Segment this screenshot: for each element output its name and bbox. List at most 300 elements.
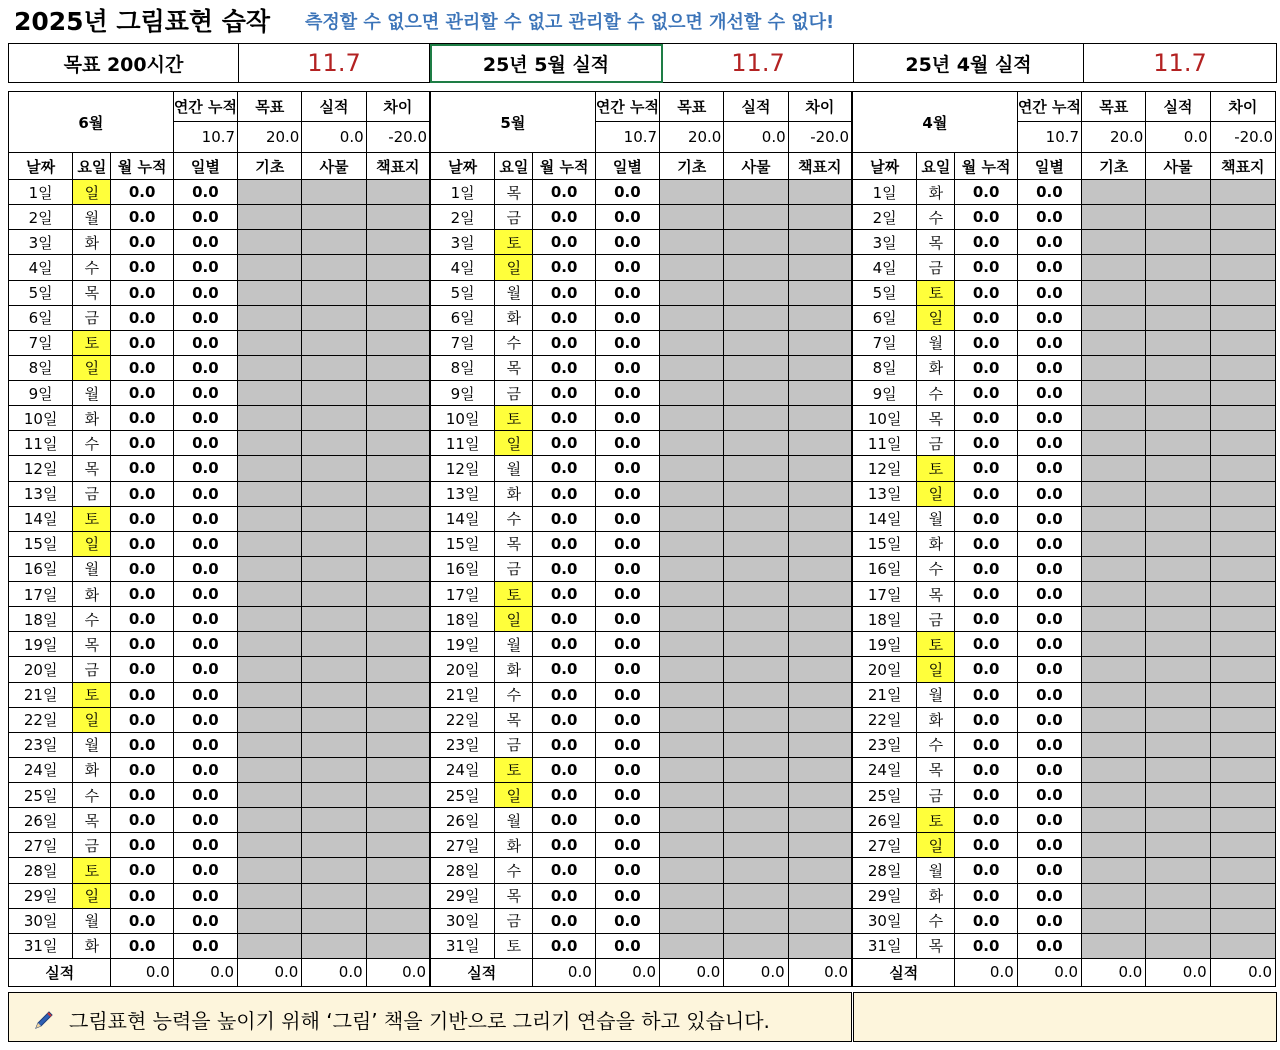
- bookcover-cell[interactable]: [788, 582, 851, 607]
- diff-value[interactable]: -20.0: [1210, 122, 1275, 153]
- basic-cell[interactable]: [1082, 707, 1146, 732]
- object-cell[interactable]: [302, 858, 366, 883]
- weekday-cell[interactable]: 월: [73, 556, 111, 581]
- bookcover-cell[interactable]: [1210, 833, 1275, 858]
- weekday-cell[interactable]: 목: [73, 632, 111, 657]
- weekday-cell[interactable]: 목: [495, 531, 533, 556]
- daily-cell[interactable]: 0.0: [173, 582, 237, 607]
- object-cell[interactable]: [724, 833, 788, 858]
- monthly-cumulative-cell[interactable]: 0.0: [533, 783, 595, 808]
- weekday-cell[interactable]: 금: [917, 255, 955, 280]
- total-value[interactable]: 0.0: [724, 958, 788, 986]
- basic-cell[interactable]: [660, 230, 724, 255]
- daily-cell[interactable]: 0.0: [595, 783, 659, 808]
- bookcover-cell[interactable]: [366, 230, 429, 255]
- monthly-cumulative-cell[interactable]: 0.0: [111, 531, 173, 556]
- monthly-cumulative-cell[interactable]: 0.0: [111, 682, 173, 707]
- total-value[interactable]: 0.0: [1082, 958, 1146, 986]
- daily-cell[interactable]: 0.0: [595, 858, 659, 883]
- object-cell[interactable]: [724, 933, 788, 958]
- weekday-cell[interactable]: 토: [495, 406, 533, 431]
- monthly-cumulative-cell[interactable]: 0.0: [955, 582, 1017, 607]
- date-cell[interactable]: 13일: [853, 481, 917, 506]
- date-cell[interactable]: 9일: [853, 381, 917, 406]
- diff-header[interactable]: 차이: [1210, 92, 1275, 122]
- weekday-cell[interactable]: 일: [495, 783, 533, 808]
- monthly-cumulative-cell[interactable]: 0.0: [111, 632, 173, 657]
- monthly-cumulative-cell[interactable]: 0.0: [111, 506, 173, 531]
- date-cell[interactable]: 28일: [9, 858, 73, 883]
- date-cell[interactable]: 20일: [431, 657, 495, 682]
- date-cell[interactable]: 20일: [853, 657, 917, 682]
- basic-cell[interactable]: [238, 330, 302, 355]
- daily-cell[interactable]: 0.0: [173, 531, 237, 556]
- monthly-cumulative-cell[interactable]: 0.0: [111, 707, 173, 732]
- date-cell[interactable]: 24일: [431, 757, 495, 782]
- actual-value[interactable]: 0.0: [302, 122, 366, 153]
- object-cell[interactable]: [302, 355, 366, 380]
- bookcover-cell[interactable]: [788, 808, 851, 833]
- monthly-cumulative-cell[interactable]: 0.0: [955, 506, 1017, 531]
- object-cell[interactable]: [1146, 757, 1210, 782]
- bookcover-cell[interactable]: [366, 481, 429, 506]
- object-cell[interactable]: [1146, 783, 1210, 808]
- daily-cell[interactable]: 0.0: [595, 933, 659, 958]
- object-cell[interactable]: [1146, 682, 1210, 707]
- weekday-cell[interactable]: 월: [73, 381, 111, 406]
- weekday-cell[interactable]: 일: [917, 833, 955, 858]
- apr-actual-value[interactable]: 11.7: [1084, 44, 1277, 83]
- date-cell[interactable]: 2일: [431, 205, 495, 230]
- basic-cell[interactable]: [660, 406, 724, 431]
- object-cell[interactable]: [302, 531, 366, 556]
- object-cell[interactable]: [724, 732, 788, 757]
- bookcover-cell[interactable]: [788, 230, 851, 255]
- col-header-object[interactable]: 사물: [1146, 153, 1210, 180]
- weekday-cell[interactable]: 화: [73, 933, 111, 958]
- daily-cell[interactable]: 0.0: [1017, 858, 1081, 883]
- total-value[interactable]: 0.0: [173, 958, 237, 986]
- bookcover-cell[interactable]: [788, 657, 851, 682]
- monthly-cumulative-cell[interactable]: 0.0: [111, 330, 173, 355]
- date-cell[interactable]: 5일: [9, 280, 73, 305]
- date-cell[interactable]: 28일: [853, 858, 917, 883]
- weekday-cell[interactable]: 금: [495, 732, 533, 757]
- date-cell[interactable]: 31일: [853, 933, 917, 958]
- object-cell[interactable]: [1146, 833, 1210, 858]
- monthly-cumulative-cell[interactable]: 0.0: [111, 908, 173, 933]
- date-cell[interactable]: 6일: [9, 305, 73, 330]
- monthly-cumulative-cell[interactable]: 0.0: [533, 632, 595, 657]
- object-cell[interactable]: [1146, 556, 1210, 581]
- date-cell[interactable]: 12일: [853, 456, 917, 481]
- footer-note[interactable]: [8, 992, 852, 1042]
- weekday-cell[interactable]: 화: [495, 833, 533, 858]
- monthly-cumulative-cell[interactable]: 0.0: [533, 556, 595, 581]
- object-cell[interactable]: [1146, 506, 1210, 531]
- col-header-bookcover[interactable]: 책표지: [1210, 153, 1275, 180]
- daily-cell[interactable]: 0.0: [173, 682, 237, 707]
- basic-cell[interactable]: [238, 833, 302, 858]
- daily-cell[interactable]: 0.0: [173, 908, 237, 933]
- basic-cell[interactable]: [1082, 933, 1146, 958]
- may-actual-label[interactable]: 25년 5월 실적: [430, 44, 663, 83]
- total-value[interactable]: 0.0: [595, 958, 659, 986]
- bookcover-cell[interactable]: [366, 531, 429, 556]
- basic-cell[interactable]: [1082, 732, 1146, 757]
- daily-cell[interactable]: 0.0: [1017, 757, 1081, 782]
- monthly-cumulative-cell[interactable]: 0.0: [955, 230, 1017, 255]
- target-value[interactable]: 20.0: [238, 122, 302, 153]
- col-header-weekday[interactable]: 요일: [495, 153, 533, 180]
- basic-cell[interactable]: [1082, 381, 1146, 406]
- monthly-cumulative-cell[interactable]: 0.0: [533, 607, 595, 632]
- date-cell[interactable]: 1일: [853, 180, 917, 205]
- object-cell[interactable]: [1146, 732, 1210, 757]
- bookcover-cell[interactable]: [1210, 582, 1275, 607]
- weekday-cell[interactable]: 화: [495, 657, 533, 682]
- basic-cell[interactable]: [1082, 506, 1146, 531]
- col-header-date[interactable]: 날짜: [431, 153, 495, 180]
- bookcover-cell[interactable]: [366, 255, 429, 280]
- weekday-cell[interactable]: 토: [495, 933, 533, 958]
- date-cell[interactable]: 16일: [431, 556, 495, 581]
- weekday-cell[interactable]: 금: [495, 908, 533, 933]
- date-cell[interactable]: 19일: [9, 632, 73, 657]
- daily-cell[interactable]: 0.0: [173, 506, 237, 531]
- basic-cell[interactable]: [238, 858, 302, 883]
- weekday-cell[interactable]: 화: [495, 481, 533, 506]
- object-cell[interactable]: [724, 280, 788, 305]
- monthly-cumulative-cell[interactable]: 0.0: [533, 280, 595, 305]
- basic-cell[interactable]: [1082, 481, 1146, 506]
- weekday-cell[interactable]: 화: [917, 180, 955, 205]
- bookcover-cell[interactable]: [788, 355, 851, 380]
- bookcover-cell[interactable]: [1210, 406, 1275, 431]
- weekday-cell[interactable]: 수: [73, 431, 111, 456]
- daily-cell[interactable]: 0.0: [1017, 682, 1081, 707]
- monthly-cumulative-cell[interactable]: 0.0: [111, 381, 173, 406]
- date-cell[interactable]: 10일: [431, 406, 495, 431]
- monthly-cumulative-cell[interactable]: 0.0: [955, 657, 1017, 682]
- basic-cell[interactable]: [660, 707, 724, 732]
- monthly-cumulative-cell[interactable]: 0.0: [955, 456, 1017, 481]
- date-cell[interactable]: 4일: [431, 255, 495, 280]
- monthly-cumulative-cell[interactable]: 0.0: [111, 833, 173, 858]
- object-cell[interactable]: [302, 707, 366, 732]
- date-cell[interactable]: 26일: [853, 808, 917, 833]
- bookcover-cell[interactable]: [788, 607, 851, 632]
- date-cell[interactable]: 4일: [9, 255, 73, 280]
- weekday-cell[interactable]: 화: [73, 582, 111, 607]
- total-value[interactable]: 0.0: [111, 958, 173, 986]
- daily-cell[interactable]: 0.0: [173, 456, 237, 481]
- bookcover-cell[interactable]: [1210, 858, 1275, 883]
- diff-value[interactable]: -20.0: [788, 122, 851, 153]
- basic-cell[interactable]: [1082, 632, 1146, 657]
- date-cell[interactable]: 14일: [853, 506, 917, 531]
- month-name[interactable]: 5월: [431, 92, 596, 153]
- monthly-cumulative-cell[interactable]: 0.0: [111, 607, 173, 632]
- basic-cell[interactable]: [238, 582, 302, 607]
- basic-cell[interactable]: [238, 682, 302, 707]
- object-cell[interactable]: [302, 330, 366, 355]
- object-cell[interactable]: [724, 682, 788, 707]
- date-cell[interactable]: 18일: [431, 607, 495, 632]
- daily-cell[interactable]: 0.0: [1017, 456, 1081, 481]
- bookcover-cell[interactable]: [366, 205, 429, 230]
- monthly-cumulative-cell[interactable]: 0.0: [955, 933, 1017, 958]
- monthly-cumulative-cell[interactable]: 0.0: [533, 305, 595, 330]
- date-cell[interactable]: 5일: [853, 280, 917, 305]
- bookcover-cell[interactable]: [1210, 481, 1275, 506]
- daily-cell[interactable]: 0.0: [173, 305, 237, 330]
- monthly-cumulative-cell[interactable]: 0.0: [955, 255, 1017, 280]
- date-cell[interactable]: 19일: [853, 632, 917, 657]
- weekday-cell[interactable]: 토: [495, 757, 533, 782]
- bookcover-cell[interactable]: [366, 330, 429, 355]
- date-cell[interactable]: 10일: [853, 406, 917, 431]
- daily-cell[interactable]: 0.0: [1017, 833, 1081, 858]
- col-header-date[interactable]: 날짜: [9, 153, 73, 180]
- weekday-cell[interactable]: 금: [495, 205, 533, 230]
- daily-cell[interactable]: 0.0: [595, 355, 659, 380]
- annual-cumulative-value[interactable]: 10.7: [173, 122, 237, 153]
- daily-cell[interactable]: 0.0: [595, 280, 659, 305]
- basic-cell[interactable]: [1082, 280, 1146, 305]
- weekday-cell[interactable]: 월: [73, 908, 111, 933]
- weekday-cell[interactable]: 금: [73, 657, 111, 682]
- basic-cell[interactable]: [660, 582, 724, 607]
- object-cell[interactable]: [302, 607, 366, 632]
- daily-cell[interactable]: 0.0: [1017, 933, 1081, 958]
- bookcover-cell[interactable]: [366, 456, 429, 481]
- daily-cell[interactable]: 0.0: [1017, 732, 1081, 757]
- monthly-cumulative-cell[interactable]: 0.0: [955, 757, 1017, 782]
- bookcover-cell[interactable]: [788, 908, 851, 933]
- basic-cell[interactable]: [660, 381, 724, 406]
- basic-cell[interactable]: [1082, 883, 1146, 908]
- daily-cell[interactable]: 0.0: [173, 330, 237, 355]
- bookcover-cell[interactable]: [788, 406, 851, 431]
- bookcover-cell[interactable]: [1210, 205, 1275, 230]
- col-header-basic[interactable]: 기초: [660, 153, 724, 180]
- daily-cell[interactable]: 0.0: [1017, 707, 1081, 732]
- daily-cell[interactable]: 0.0: [595, 908, 659, 933]
- basic-cell[interactable]: [1082, 582, 1146, 607]
- weekday-cell[interactable]: 월: [917, 858, 955, 883]
- date-cell[interactable]: 2일: [9, 205, 73, 230]
- target-header[interactable]: 목표: [660, 92, 724, 122]
- weekday-cell[interactable]: 월: [495, 632, 533, 657]
- actual-header[interactable]: 실적: [302, 92, 366, 122]
- object-cell[interactable]: [1146, 456, 1210, 481]
- date-cell[interactable]: 8일: [9, 355, 73, 380]
- object-cell[interactable]: [1146, 481, 1210, 506]
- monthly-cumulative-cell[interactable]: 0.0: [111, 556, 173, 581]
- month-name[interactable]: 4월: [853, 92, 1018, 153]
- basic-cell[interactable]: [1082, 531, 1146, 556]
- weekday-cell[interactable]: 금: [73, 833, 111, 858]
- monthly-cumulative-cell[interactable]: 0.0: [955, 908, 1017, 933]
- object-cell[interactable]: [724, 456, 788, 481]
- object-cell[interactable]: [302, 481, 366, 506]
- basic-cell[interactable]: [1082, 406, 1146, 431]
- total-label[interactable]: 실적: [431, 958, 533, 986]
- daily-cell[interactable]: 0.0: [173, 757, 237, 782]
- object-cell[interactable]: [1146, 808, 1210, 833]
- object-cell[interactable]: [724, 305, 788, 330]
- basic-cell[interactable]: [660, 180, 724, 205]
- bookcover-cell[interactable]: [788, 933, 851, 958]
- date-cell[interactable]: 19일: [431, 632, 495, 657]
- monthly-cumulative-cell[interactable]: 0.0: [533, 481, 595, 506]
- basic-cell[interactable]: [238, 657, 302, 682]
- date-cell[interactable]: 1일: [9, 180, 73, 205]
- bookcover-cell[interactable]: [788, 732, 851, 757]
- date-cell[interactable]: 6일: [431, 305, 495, 330]
- weekday-cell[interactable]: 월: [73, 205, 111, 230]
- col-header-object[interactable]: 사물: [724, 153, 788, 180]
- object-cell[interactable]: [1146, 381, 1210, 406]
- monthly-cumulative-cell[interactable]: 0.0: [955, 180, 1017, 205]
- daily-cell[interactable]: 0.0: [1017, 431, 1081, 456]
- basic-cell[interactable]: [238, 180, 302, 205]
- monthly-cumulative-cell[interactable]: 0.0: [533, 933, 595, 958]
- monthly-cumulative-cell[interactable]: 0.0: [955, 833, 1017, 858]
- bookcover-cell[interactable]: [1210, 607, 1275, 632]
- bookcover-cell[interactable]: [366, 406, 429, 431]
- bookcover-cell[interactable]: [788, 632, 851, 657]
- daily-cell[interactable]: 0.0: [1017, 632, 1081, 657]
- daily-cell[interactable]: 0.0: [595, 381, 659, 406]
- weekday-cell[interactable]: 토: [73, 682, 111, 707]
- weekday-cell[interactable]: 목: [73, 280, 111, 305]
- bookcover-cell[interactable]: [788, 305, 851, 330]
- bookcover-cell[interactable]: [366, 808, 429, 833]
- weekday-cell[interactable]: 목: [917, 757, 955, 782]
- object-cell[interactable]: [724, 381, 788, 406]
- bookcover-cell[interactable]: [788, 180, 851, 205]
- bookcover-cell[interactable]: [1210, 381, 1275, 406]
- basic-cell[interactable]: [660, 330, 724, 355]
- bookcover-cell[interactable]: [366, 632, 429, 657]
- basic-cell[interactable]: [660, 632, 724, 657]
- bookcover-cell[interactable]: [788, 556, 851, 581]
- monthly-cumulative-cell[interactable]: 0.0: [533, 531, 595, 556]
- monthly-cumulative-cell[interactable]: 0.0: [533, 757, 595, 782]
- monthly-cumulative-cell[interactable]: 0.0: [533, 908, 595, 933]
- monthly-cumulative-cell[interactable]: 0.0: [111, 808, 173, 833]
- daily-cell[interactable]: 0.0: [1017, 255, 1081, 280]
- basic-cell[interactable]: [660, 732, 724, 757]
- total-value[interactable]: 0.0: [366, 958, 429, 986]
- monthly-cumulative-cell[interactable]: 0.0: [533, 330, 595, 355]
- daily-cell[interactable]: 0.0: [1017, 330, 1081, 355]
- date-cell[interactable]: 7일: [431, 330, 495, 355]
- weekday-cell[interactable]: 화: [917, 531, 955, 556]
- object-cell[interactable]: [724, 908, 788, 933]
- date-cell[interactable]: 12일: [431, 456, 495, 481]
- monthly-cumulative-cell[interactable]: 0.0: [111, 255, 173, 280]
- monthly-cumulative-cell[interactable]: 0.0: [533, 381, 595, 406]
- date-cell[interactable]: 25일: [431, 783, 495, 808]
- daily-cell[interactable]: 0.0: [595, 808, 659, 833]
- basic-cell[interactable]: [660, 833, 724, 858]
- daily-cell[interactable]: 0.0: [1017, 657, 1081, 682]
- weekday-cell[interactable]: 토: [917, 280, 955, 305]
- daily-cell[interactable]: 0.0: [173, 180, 237, 205]
- daily-cell[interactable]: 0.0: [1017, 230, 1081, 255]
- monthly-cumulative-cell[interactable]: 0.0: [111, 431, 173, 456]
- date-cell[interactable]: 13일: [431, 481, 495, 506]
- daily-cell[interactable]: 0.0: [173, 255, 237, 280]
- bookcover-cell[interactable]: [1210, 305, 1275, 330]
- weekday-cell[interactable]: 화: [73, 230, 111, 255]
- object-cell[interactable]: [724, 582, 788, 607]
- basic-cell[interactable]: [238, 707, 302, 732]
- object-cell[interactable]: [724, 481, 788, 506]
- goal-value[interactable]: 11.7: [239, 44, 430, 83]
- date-cell[interactable]: 29일: [431, 883, 495, 908]
- date-cell[interactable]: 11일: [853, 431, 917, 456]
- monthly-cumulative-cell[interactable]: 0.0: [955, 707, 1017, 732]
- daily-cell[interactable]: 0.0: [173, 556, 237, 581]
- monthly-cumulative-cell[interactable]: 0.0: [533, 833, 595, 858]
- monthly-cumulative-cell[interactable]: 0.0: [111, 456, 173, 481]
- object-cell[interactable]: [1146, 280, 1210, 305]
- object-cell[interactable]: [302, 381, 366, 406]
- date-cell[interactable]: 26일: [431, 808, 495, 833]
- bookcover-cell[interactable]: [788, 858, 851, 883]
- basic-cell[interactable]: [238, 205, 302, 230]
- actual-header[interactable]: 실적: [724, 92, 788, 122]
- monthly-cumulative-cell[interactable]: 0.0: [533, 657, 595, 682]
- daily-cell[interactable]: 0.0: [595, 833, 659, 858]
- month-name[interactable]: 6월: [9, 92, 174, 153]
- basic-cell[interactable]: [660, 280, 724, 305]
- bookcover-cell[interactable]: [366, 757, 429, 782]
- basic-cell[interactable]: [660, 883, 724, 908]
- date-cell[interactable]: 31일: [9, 933, 73, 958]
- date-cell[interactable]: 17일: [853, 582, 917, 607]
- date-cell[interactable]: 23일: [431, 732, 495, 757]
- date-cell[interactable]: 24일: [9, 757, 73, 782]
- date-cell[interactable]: 27일: [853, 833, 917, 858]
- daily-cell[interactable]: 0.0: [173, 933, 237, 958]
- basic-cell[interactable]: [238, 908, 302, 933]
- weekday-cell[interactable]: 금: [73, 305, 111, 330]
- weekday-cell[interactable]: 수: [495, 858, 533, 883]
- annual-cumulative-value[interactable]: 10.7: [595, 122, 659, 153]
- monthly-cumulative-cell[interactable]: 0.0: [533, 255, 595, 280]
- weekday-cell[interactable]: 금: [495, 556, 533, 581]
- daily-cell[interactable]: 0.0: [1017, 381, 1081, 406]
- daily-cell[interactable]: 0.0: [1017, 607, 1081, 632]
- date-cell[interactable]: 25일: [9, 783, 73, 808]
- weekday-cell[interactable]: 일: [73, 707, 111, 732]
- object-cell[interactable]: [1146, 255, 1210, 280]
- weekday-cell[interactable]: 토: [73, 330, 111, 355]
- daily-cell[interactable]: 0.0: [595, 707, 659, 732]
- monthly-cumulative-cell[interactable]: 0.0: [111, 180, 173, 205]
- date-cell[interactable]: 23일: [853, 732, 917, 757]
- daily-cell[interactable]: 0.0: [173, 481, 237, 506]
- daily-cell[interactable]: 0.0: [173, 406, 237, 431]
- apr-actual-label[interactable]: 25년 4월 실적: [854, 44, 1084, 83]
- object-cell[interactable]: [724, 180, 788, 205]
- daily-cell[interactable]: 0.0: [595, 607, 659, 632]
